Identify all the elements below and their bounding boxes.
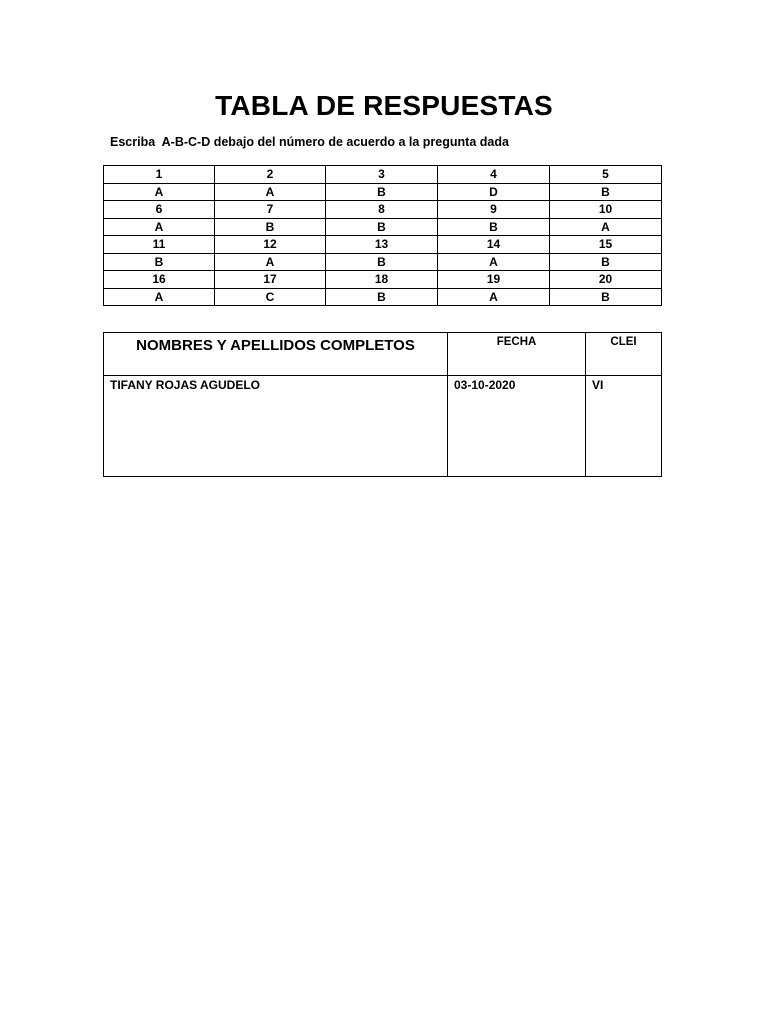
question-number: 2 [215,166,326,184]
question-number: 14 [438,236,550,254]
question-number: 11 [104,236,215,254]
question-numbers-row [104,271,662,289]
answer-cell: A [438,288,550,306]
answer-cell: A [104,218,215,236]
answer-cell: B [550,183,662,201]
answer-cell: D [438,183,550,201]
question-number: 17 [215,271,326,289]
question-number: 20 [550,271,662,289]
student-info-header-row [104,333,662,376]
answer-cell: A [550,218,662,236]
answers-table [103,165,662,306]
answer-cell: B [326,288,438,306]
question-number: 10 [550,201,662,219]
question-number: 12 [215,236,326,254]
answer-cell: B [326,218,438,236]
answer-cell: C [215,288,326,306]
date-header: FECHA [448,333,586,376]
answer-cell: B [215,218,326,236]
question-number: 16 [104,271,215,289]
answer-cell: B [550,253,662,271]
answer-cell: A [104,183,215,201]
question-number: 6 [104,201,215,219]
student-clei: VI [586,376,662,477]
answer-cell: B [438,218,550,236]
name-header: NOMBRES Y APELLIDOS COMPLETOS [104,333,448,376]
question-number: 19 [438,271,550,289]
question-number: 4 [438,166,550,184]
question-numbers-row [104,166,662,184]
student-date: 03-10-2020 [448,376,586,477]
student-name: TIFANY ROJAS AGUDELO [104,376,448,477]
question-number: 7 [215,201,326,219]
clei-header: CLEI [586,333,662,376]
answers-row [104,218,662,236]
answer-cell: A [438,253,550,271]
student-info-table [103,332,662,477]
answers-row [104,183,662,201]
answer-cell: B [326,183,438,201]
question-number: 3 [326,166,438,184]
answer-cell: A [215,183,326,201]
answer-cell: B [326,253,438,271]
answer-cell: B [104,253,215,271]
instructions-text: Escriba A-B-C-D debajo del número de acuerdo a la pregunta dada [110,135,509,149]
student-info-value-row [104,376,662,477]
question-number: 13 [326,236,438,254]
page-title: TABLA DE RESPUESTAS [215,90,553,121]
answers-row [104,288,662,306]
question-numbers-row [104,236,662,254]
answers-row [104,253,662,271]
answer-cell: A [104,288,215,306]
question-number: 1 [104,166,215,184]
answer-cell: A [215,253,326,271]
question-number: 18 [326,271,438,289]
question-numbers-row [104,201,662,219]
question-number: 8 [326,201,438,219]
answer-cell: B [550,288,662,306]
question-number: 5 [550,166,662,184]
question-number: 9 [438,201,550,219]
question-number: 15 [550,236,662,254]
